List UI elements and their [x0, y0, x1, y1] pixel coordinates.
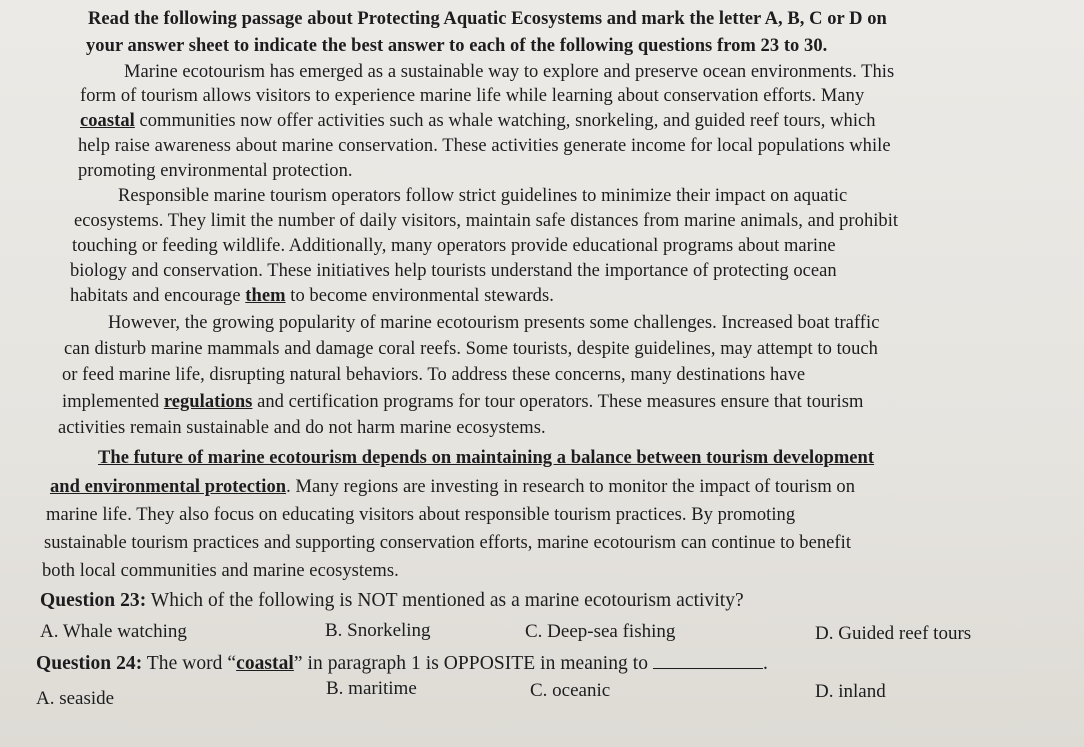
p4-line-3: marine life. They also focus on educating visitors about responsible tourism practices. By promoting [46, 505, 796, 525]
p3-line-1: However, the growing popularity of marine ecotourism presents some challenges. Increased boat traffic [108, 313, 880, 333]
p1-line-4: help raise awareness about marine conservation. These activities generate income for local populations while [78, 136, 891, 156]
p3-line-2: can disturb marine mammals and damage coral reefs. Some tourists, despite guidelines, may attempt to touch [64, 339, 878, 359]
p3-line-4: implemented regulations and certification programs for tour operators. These measures ensure that tourism [62, 392, 864, 412]
p4-line-1: The future of marine ecotourism depends on maintaining a balance between tourism development [98, 448, 875, 468]
p3-line-3: or feed marine life, disrupting natural behaviors. To address these concerns, many destinations have [62, 365, 806, 385]
p4-line-2: and environmental protection. Many regions are investing in research to monitor the impact of tourism on [50, 477, 856, 497]
q24-option-b[interactable]: B. maritime [326, 678, 417, 699]
p2-line-2: ecosystems. They limit the number of daily visitors, maintain safe distances from marine animals, and prohibit [74, 211, 899, 231]
answer-blank [653, 654, 763, 669]
p4-line-4: sustainable tourism practices and supporting conservation efforts, marine ecotourism can continue to benefit [44, 533, 852, 553]
keyword-regulations: regulations [163, 392, 253, 412]
p4-line-5: both local communities and marine ecosystems. [42, 561, 399, 581]
p2-line-4: biology and conservation. These initiatives help tourists understand the importance of protecting ocean [70, 261, 837, 281]
q24-option-d[interactable]: D. inland [815, 681, 886, 702]
p2-line-5: habitats and encourage them to become environmental stewards. [70, 286, 554, 306]
question-23-label: Question 23: [40, 590, 147, 611]
question-23-text: Which of the following is NOT mentioned as a marine ecotourism activity? [146, 590, 744, 611]
question-24-label: Question 24: [36, 653, 143, 674]
keyword-coastal: coastal [80, 111, 135, 131]
p1-line-2: form of tourism allows visitors to experience marine life while learning about conservation efforts. Many [80, 86, 865, 106]
p1-line-3-rest: communities now offer activities such as whale watching, snorkeling, and guided reef tours, which [134, 111, 876, 131]
q23-option-c[interactable]: C. Deep-sea fishing [525, 621, 676, 642]
q24-option-c[interactable]: C. oceanic [530, 680, 611, 701]
q23-option-a[interactable]: A. Whale watching [40, 621, 187, 642]
keyword-environmental-protection: and environmental protection [50, 477, 287, 497]
question-24-keyword: coastal [236, 653, 294, 674]
question-24: Question 24: The word “coastal” in paragraph 1 is OPPOSITE in meaning to . [36, 653, 768, 674]
p1-line-5: promoting environmental protection. [78, 161, 353, 181]
instructions-line-2: your answer sheet to indicate the best answer to each of the following questions from 23 to 30. [86, 36, 828, 56]
keyword-them: them [245, 286, 286, 306]
p2-line-1: Responsible marine tourism operators follow strict guidelines to minimize their impact on aquatic [118, 186, 848, 206]
p1-line-1: Marine ecotourism has emerged as a sustainable way to explore and preserve ocean environments. This [124, 62, 895, 82]
p3-line-5: activities remain sustainable and do not harm marine ecosystems. [58, 418, 546, 438]
q23-option-b[interactable]: B. Snorkeling [325, 620, 431, 641]
question-23 [40, 590, 744, 612]
p2-line-3: touching or feeding wildlife. Additionally, many operators provide educational programs about marine [72, 236, 836, 256]
p1-line-3 [80, 110, 876, 132]
instructions-line-1: Read the following passage about Protecting Aquatic Ecosystems and mark the letter A, B, C or D on [88, 9, 887, 29]
q24-option-a[interactable]: A. seaside [36, 688, 115, 709]
q23-option-d[interactable]: D. Guided reef tours [815, 623, 972, 644]
